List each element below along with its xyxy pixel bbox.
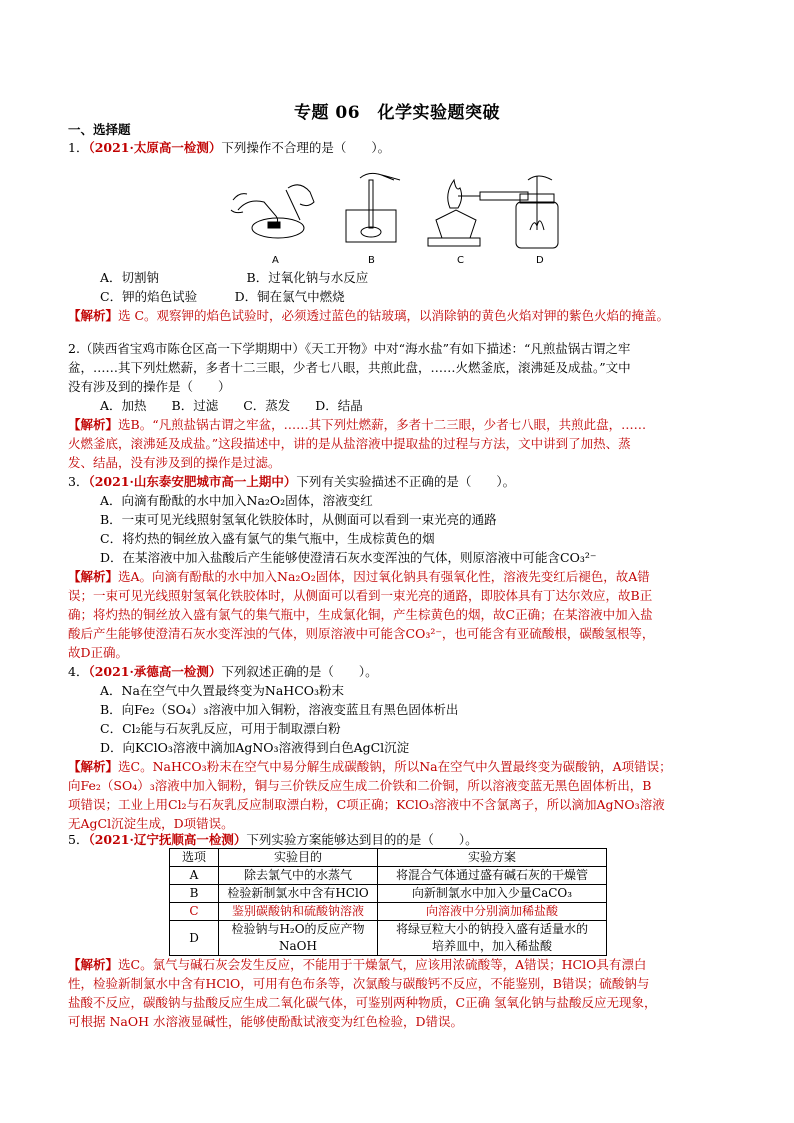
table-header: 选项 xyxy=(170,849,219,867)
figure-label-a: A xyxy=(272,255,279,266)
question-2-analysis-2: 火燃釜底，滚沸延及成盐。”这段描述中，讲的是从盐溶液中提取盐的过程与方法，文中讲到了加热、蒸 xyxy=(68,436,631,451)
table-cell xyxy=(378,921,607,956)
question-5-analysis-2: 性，检验新制氯水中含有HClO，可用有色布条等，次氯酸与碳酸钙不反应，不能鉴别，B错误；硫酸钠与 xyxy=(68,976,650,991)
table-row xyxy=(170,903,607,921)
question-2-options: A．加热 B．过滤 C．蒸发 D．结晶 xyxy=(100,398,363,413)
section-heading: 一、选择题 xyxy=(68,122,131,137)
page-title: 专题 06 化学实验题突破 xyxy=(293,103,501,123)
question-2-line-2: 盆，……其下列灶燃薪，多者十二三眼，少者七八眼，共煎此盘，……火燃釜底，滚沸延及成盐。”文中 xyxy=(68,360,631,375)
table-row xyxy=(170,885,607,903)
question-2-line-3: 没有涉及到的操作是（ ） xyxy=(68,379,231,394)
copper-chlorine-sketch xyxy=(516,176,558,248)
figure-label-c: C xyxy=(457,255,464,266)
analysis-tag: 【解析】 xyxy=(68,417,119,432)
table-cell-line: 培养皿中，加入稀盐酸 xyxy=(431,939,552,953)
flame-test-sketch xyxy=(428,180,528,246)
sodium-peroxide-water-sketch xyxy=(346,173,400,242)
question-3-analysis-4: 酸后产生能够使澄清石灰水变浑浊的气体，则原溶液中可能含CO₃²⁻，也可能含有亚硫酸根，碳酸氢根等， xyxy=(68,626,655,641)
question-4-analysis-2: 向Fe₂（SO₄）₃溶液中加入铜粉，铜与三价铁反应生成二价铁和二价铜，所以溶液变蓝无黑色固体析出，B xyxy=(68,778,652,793)
table-row xyxy=(170,867,607,885)
question-5-analysis-3: 盐酸不反应，碳酸钠与盐酸反应生成二氧化碳气体，可鉴别两种物质，C正确 氢氧化钠与盐酸反应无现象， xyxy=(68,995,657,1010)
question-1-analysis xyxy=(68,306,738,325)
question-source: （2021·承德高一检测） xyxy=(88,664,222,679)
table-cell: 鉴别碳酸钠和硫酸钠溶液 xyxy=(219,903,378,921)
table-cell: 向溶液中分别滴加稀盐酸 xyxy=(378,903,607,921)
question-1-options-ab: A．切割钠 B．过氧化钠与水反应 xyxy=(100,270,369,285)
table-header: 实验方案 xyxy=(378,849,607,867)
question-4-analysis-1 xyxy=(68,757,738,776)
question-text: 下列实验方案能够达到目的的是（ ）。 xyxy=(246,832,478,847)
question-5-stem xyxy=(68,830,738,849)
question-text: 下列叙述正确的是（ ）。 xyxy=(221,664,378,679)
question-number: 4． xyxy=(68,664,89,679)
question-1-options-cd: C．钾的焰色试验 D．铜在氯气中燃烧 xyxy=(100,289,345,304)
question-3-option-d: D．在某溶液中加入盐酸后产生能够使澄清石灰水变浑浊的气体，则原溶液中可能含CO₃²⁻ xyxy=(100,550,597,565)
table-header: 实验目的 xyxy=(219,849,378,867)
table-cell: 除去氯气中的水蒸气 xyxy=(219,867,378,885)
question-4-option-b: B．向Fe₂（SO₄）₃溶液中加入铜粉，溶液变蓝且有黑色固体析出 xyxy=(100,702,459,717)
table-header-row xyxy=(170,849,607,867)
analysis-tag: 【解析】 xyxy=(68,957,119,972)
question-2-analysis-1 xyxy=(68,415,738,434)
question-source: （2021·山东泰安肥城市高一上期中） xyxy=(88,474,297,489)
question-text: 下列有关实验描述不正确的是（ ）。 xyxy=(296,474,516,489)
question-5-analysis-1 xyxy=(68,955,738,974)
experiment-plan-table xyxy=(169,848,607,956)
question-number: 3． xyxy=(68,474,89,489)
analysis-text: 选 C。观察钾的焰色试验时，必须透过蓝色的钴玻璃，以消除钠的黄色火焰对钾的紫色火焰的掩盖。 xyxy=(118,308,670,323)
question-3-analysis-3: 确；将灼热的铜丝放入盛有氯气的集气瓶中，生成氯化铜，产生棕黄色的烟，故C正确；在某溶液中加入盐 xyxy=(68,607,653,622)
analysis-text: 选C。NaHCO₃粉末在空气中易分解生成碳酸钠，所以Na在空气中久置最终变为碳酸钠，A项错误； xyxy=(118,759,672,774)
question-3-option-c: C．将灼热的铜丝放入盛有氯气的集气瓶中，生成棕黄色的烟 xyxy=(100,531,435,546)
figure-label-d: D xyxy=(536,255,544,266)
question-3-option-b: B．一束可见光线照射氢氧化铁胶体时，从侧面可以看到一束光亮的通路 xyxy=(100,512,497,527)
question-4-option-a: A．Na在空气中久置最终变为NaHCO₃粉末 xyxy=(100,683,345,698)
question-5-analysis-4: 可根据 NaOH 水溶液显碱性，能够使酚酞试液变为红色检验，D错误。 xyxy=(68,1014,464,1029)
table-cell: 将混合气体通过盛有碱石灰的干燥管 xyxy=(378,867,607,885)
question-4-analysis-3: 项错误；工业上用Cl₂与石灰乳反应制取漂白粉，C项正确；KClO₃溶液中不含氯离子，所以滴加AgNO₃溶液 xyxy=(68,797,665,812)
table-cell: B xyxy=(170,885,219,903)
question-3-analysis-2: 误；一束可见光线照射氢氧化铁胶体时，从侧面可以看到一束光亮的通路，即胶体具有丁达尔效应，故B正 xyxy=(68,588,653,603)
question-source: （2021·辽宁抚顺高一检测） xyxy=(88,832,247,847)
table-cell: D xyxy=(170,921,219,956)
table-cell: C xyxy=(170,903,219,921)
question-2-analysis-3: 发、结晶，没有涉及到的操作是过滤。 xyxy=(68,455,281,470)
analysis-text: 选B。“凡煎盐锅古谓之牢盆，……其下列灶燃薪，多者十二三眼，少者七八眼，共煎此盘，…… xyxy=(118,417,647,432)
experiment-illustration xyxy=(228,170,568,260)
table-row xyxy=(170,921,607,956)
question-number: 1． xyxy=(68,140,89,155)
question-3-analysis-5: 故D正确。 xyxy=(68,645,129,660)
question-3-analysis-1 xyxy=(68,567,738,586)
table-cell-line: NaOH xyxy=(279,939,317,953)
question-source: （2021·太原高一检测） xyxy=(88,140,222,155)
question-4-analysis-4: 无AgCl沉淀生成，D项错误。 xyxy=(68,816,234,831)
question-2-line-1: 2.（陕西省宝鸡市陈仓区高一下学期期中）《天工开物》中对“海水盐”有如下描述：“凡煎盐锅古谓之牢 xyxy=(68,341,631,356)
analysis-tag: 【解析】 xyxy=(68,569,119,584)
question-4-stem xyxy=(68,662,738,681)
cutting-sodium-sketch xyxy=(231,185,314,238)
table-cell: A xyxy=(170,867,219,885)
question-3-stem xyxy=(68,472,738,491)
table-cell xyxy=(219,921,378,956)
table-cell: 向新制氯水中加入少量CaCO₃ xyxy=(378,885,607,903)
analysis-tag: 【解析】 xyxy=(68,759,119,774)
question-4-option-c: C．Cl₂能与石灰乳反应，可用于制取漂白粉 xyxy=(100,721,341,736)
analysis-text: 选C。氯气与碱石灰会发生反应，不能用于干燥氯气，应该用浓硫酸等，A错误；HClO具有漂白 xyxy=(118,957,647,972)
analysis-text: 选A。向滴有酚酞的水中加入Na₂O₂固体，因过氧化钠具有强氧化性，溶液先变红后褪色，故A错 xyxy=(118,569,650,584)
question-4-option-d: D．向KClO₃溶液中滴加AgNO₃溶液得到白色AgCl沉淀 xyxy=(100,740,410,755)
table-cell: 检验新制氯水中含有HClO xyxy=(219,885,378,903)
table-cell-line: 将绿豆粒大小的钠投入盛有适量水的 xyxy=(395,922,588,936)
question-3-option-a: A．向滴有酚酞的水中加入Na₂O₂固体，溶液变红 xyxy=(100,493,373,508)
table-cell-line: 检验钠与H₂O的反应产物 xyxy=(231,922,365,936)
question-1-stem xyxy=(68,138,738,157)
figure-label-b: B xyxy=(368,255,375,266)
question-number: 5． xyxy=(68,832,89,847)
analysis-tag: 【解析】 xyxy=(68,308,119,323)
question-text: 下列操作不合理的是（ ）。 xyxy=(221,140,391,155)
